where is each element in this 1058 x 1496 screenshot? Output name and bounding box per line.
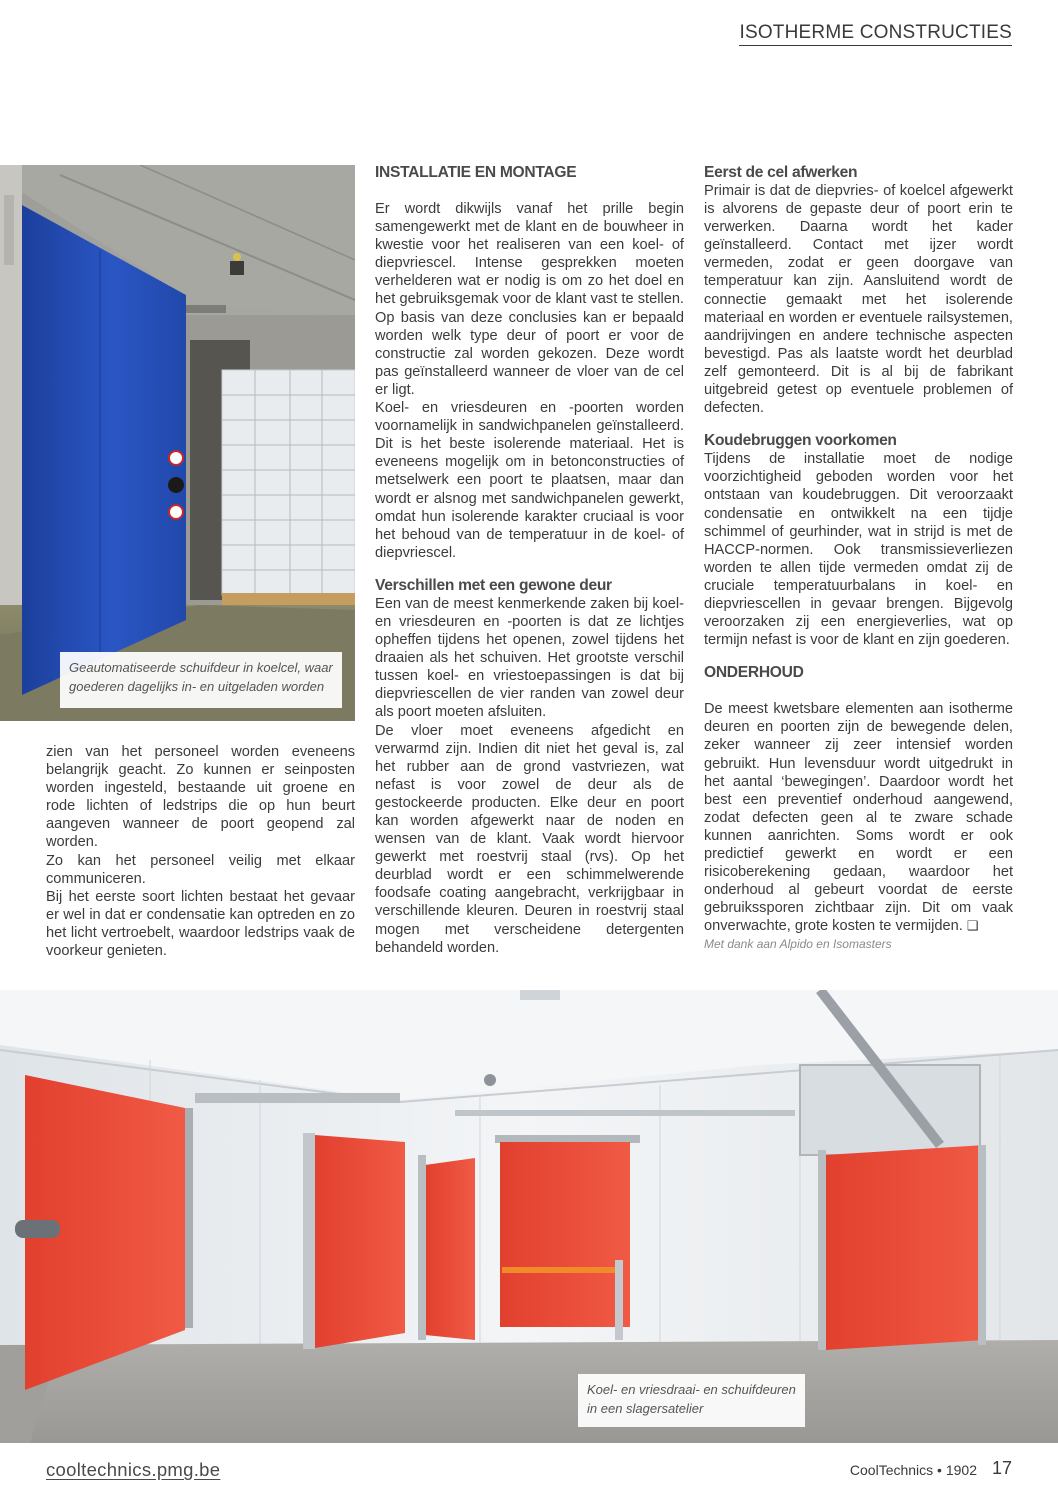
paragraph xyxy=(704,700,1013,935)
photo-caption-top: Geautomatiseerde schuifdeur in koelcel, waar goederen dagelijks in- en uitgeladen worden xyxy=(60,652,342,708)
paragraph: Tijdens de installatie moet de nodige voorzichtigheid geboden worden voor het ontstaan van koudebruggen. Dit veroorzaakt condensatie en ontwikkelt na een tijdje schimmel of geurhinder, wat in strijd is met de HACCP-normen. Ook transmissieverliezen worden te allen tijde vermeden omdat zij de cruciale temperatuurbalans in koel- en diepvriescellen in gevaar brengen. Bijgevolg veroorzaken zij een energieverlies, wat op termijn nefast is voor de klant en zijn goederen. xyxy=(704,451,1013,649)
paragraph: Een van de meest kenmerkende zaken bij koel- en vriesdeuren en -poorten is dat ze lichtjes opheffen tijdens het openen, zowel tijdens het draaien als het schuiven. Het grootste verschil tussen koel- en vriestoepassingen is dat bij diepvriescellen de vier randen van zowel deur als poort moeten afsluiten. xyxy=(375,595,684,721)
footer-website-link[interactable]: cooltechnics.pmg.be xyxy=(46,1459,221,1480)
heading-onderhoud: ONDERHOUD xyxy=(704,664,804,682)
heading-koudebruggen: Koudebruggen voorkomen xyxy=(704,432,897,450)
heading-installatie: INSTALLATIE EN MONTAGE xyxy=(375,164,577,181)
paragraph-text: De meest kwetsbare elementen aan isotherme deuren en poorten zijn de bewegende delen, zeker wanneer zij zeer intensief worden gebruikt. Hun levensduur wordt uitgedrukt in het aantal ‘bewegingen’. Daardoor wordt het best een preventief onderhoud aangewend, zodat defecten geen al te zware schade kunnen aanrichten. Soms wordt er ook predictief gewerkt en wordt er een risicoberekening gedaan, waardoor het onderhoud al gebeurt voordat de eerste gebruikssporen zichtbaar zijn. Dit om vaak onverwachte, grote kosten te vermijden. xyxy=(704,701,1013,935)
heading-verschillen: Verschillen met een gewone deur xyxy=(375,576,612,594)
text-column-3 xyxy=(704,163,1013,954)
section-title: ISOTHERME CONSTRUCTIES xyxy=(739,22,1012,46)
photo-red-doors xyxy=(0,990,1058,1443)
footer-magazine-issue: CoolTechnics • 1902 xyxy=(849,1462,977,1478)
photo-sliding-door xyxy=(0,165,355,721)
paragraph: Koel- en vriesdeuren en -poorten worden voornamelijk in sandwichpanelen geïnstalleerd. Dit is het beste isolerende materiaal. Het is eveneens mogelijk om in betonconstructies of metselwerk een poort te plaatsen, maar dan wordt er alsnog met sandwichpanelen gewerkt, omdat hun isolerende karakter cruciaal is voor het behoud van de temperatuur in de koel- of diepvriescel. xyxy=(375,400,684,561)
text-column-1 xyxy=(46,743,355,960)
page-number: 17 xyxy=(991,1458,1012,1478)
paragraph: Primair is dat de diepvries- of koelcel afgewerkt is alvorens de gepaste deur of poort erin te verwerken. Daarna wordt het kader geïnstalleerd. Contact met ijzer wordt vermeden, zodat er geen doorgave van temperatuur kan zijn. Aansluitend wordt de connectie gemaakt met het isolerende materiaal en worden er eventuele railsystemen, aandrijvingen en andere technische aspecten bevestigd. Pas als laatste wordt het deurblad zelf gemonteerd. Dit is al bij de fabrikant uitgebreid getest op eventuele problemen of defecten. xyxy=(704,183,1013,417)
paragraph: De vloer moet eveneens afgedicht en verwarmd zijn. Indien dit niet het geval is, zal het rubber aan de grond vastvriezen, wat nefast is voor zowel de deur als de gestockeerde producten. Elke deur en poort kan worden afgewerkt naar de noden en wensen van de klant. Vaak wordt hiervoor gewerkt met roestvrij staal (rvs). Op het deurblad wordt er een schimmelwerende foodsafe coating aangebracht, verkrijgbaar in verschillende kleuren. Deuren in roestvrij staal mogen met verscheidene detergenten behandeld worden. xyxy=(375,722,684,956)
text-column-2 xyxy=(375,163,684,957)
paragraph: zien van het personeel worden eveneens belangrijk geacht. Zo kunnen er seinposten worden ingesteld, bestaande uit groene en rode lichten of ledstrips die op hun beurt aangeven wanneer de poort geopend zal worden. xyxy=(46,744,355,851)
paragraph: Bij het eerste soort lichten bestaat het gevaar er wel in dat er condensatie kan optreden en zo het licht vertroebelt, waardoor ledstrips vaak de voorkeur genieten. xyxy=(46,888,355,960)
acknowledgement: Met dank aan Alpido en Isomasters xyxy=(704,937,892,952)
photo-caption-bottom: Koel- en vriesdraai- en schuifdeuren in een slagersatelier xyxy=(578,1374,805,1427)
paragraph: Er wordt dikwijls vanaf het prille begin samengewerkt met de klant en de bouwheer in kwestie voor het realiseren van een koel- of diepvriescel. Intense gesprekken moeten verhelderen wat er nodig is om zo het doel en het gebruiksgemak voor de klant vast te stellen. Op basis van deze conclusies kan er bepaald worden welk type deur of poort er voor de constructie zal worden gekozen. Deze wordt pas geïnstalleerd wanneer de vloer van de cel er ligt. xyxy=(375,201,684,398)
heading-afwerken: Eerst de cel afwerken xyxy=(704,164,858,181)
paragraph: Zo kan het personeel veilig met elkaar communiceren. xyxy=(46,852,355,887)
end-mark-icon: ❑ xyxy=(966,918,979,934)
